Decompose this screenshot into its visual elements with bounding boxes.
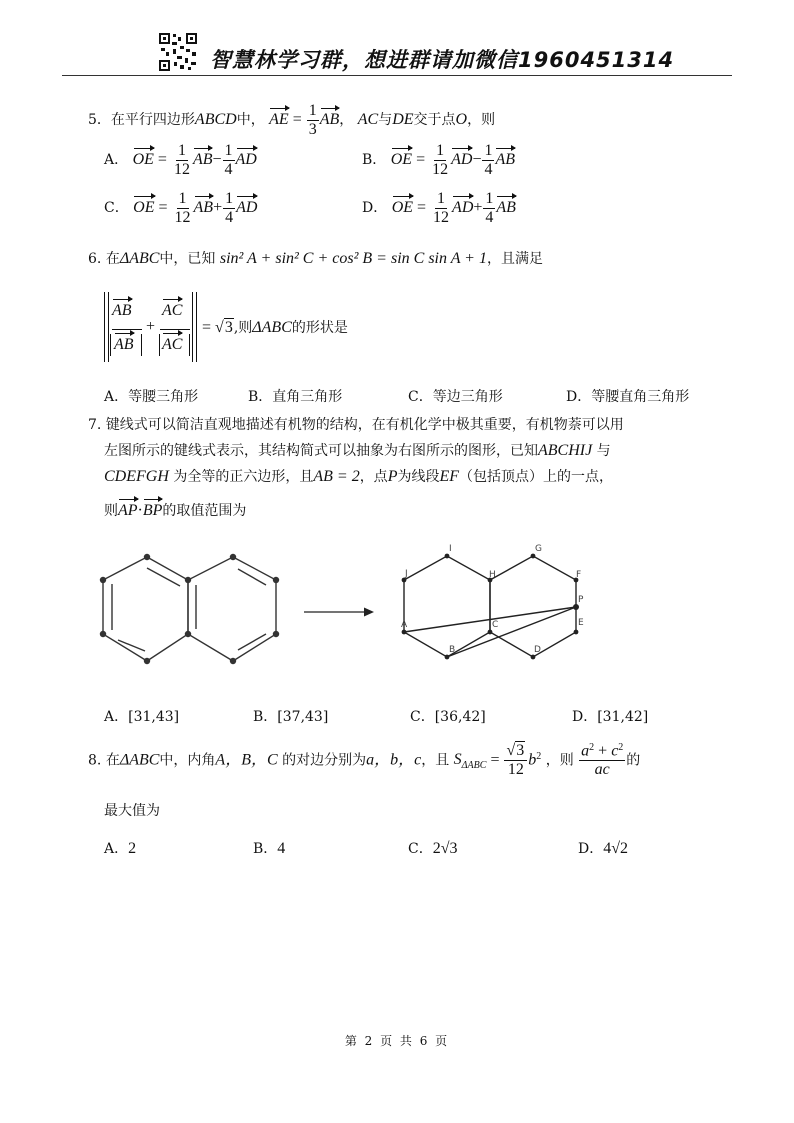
question-8-stem: 8. 在ΔABC中，内角A，B，C 的对边分别为a，b，c，且 $S_{\Delta ABC}$ = $\frac{√3}{12}$ $b^2$ ，则 $\frac{a^2 + c^2}{ac}$ 的: [88, 742, 641, 779]
question-8-line-2: 最大值为: [104, 803, 160, 819]
question-7-line-2: 左图所示的键线式表示，其结构简式可以抽象为右图所示的图形，已知ABCHIJ 与: [104, 442, 611, 459]
question-7-line-1: 7. 键线式可以简洁直观地描述有机物的结构，在有机化学中极其重要，有机物萘可以用: [88, 417, 624, 433]
header-banner: 智慧林学习群，想进群请加微信1960451314: [210, 48, 675, 72]
question-7-line-4: 则AP·BP的取值范围为: [104, 502, 247, 519]
header-divider: [62, 75, 732, 76]
q5-option-b[interactable]: B． OE = $\frac{1}{12}$ AD− $\frac{1}{4}$ AB: [362, 142, 516, 178]
q7-option-b[interactable]: B．[37,43]: [253, 709, 329, 725]
page-number: 第 2 页 共 6 页: [344, 1034, 450, 1048]
label-p: P: [578, 595, 584, 605]
label-c: C: [492, 620, 499, 630]
right-arrow-icon: [300, 604, 376, 620]
q6-option-d[interactable]: D．等腰直角三角形: [566, 389, 690, 405]
label-d: D: [534, 645, 541, 655]
q7-option-d[interactable]: D．[31,42]: [572, 709, 649, 725]
question-5-stem: 5．在平行四边形ABCD中， AE = $\frac{1}{3}$ AB， AC与DE交于点O，则: [88, 102, 496, 138]
q5-option-d[interactable]: D． OE = $\frac{1}{12}$ AD+ $\frac{1}{4}$ AB: [362, 190, 516, 226]
q5-option-a[interactable]: A． OE = $\frac{1}{12}$ AB− $\frac{1}{4}$ AD: [104, 142, 257, 178]
label-b: B: [449, 645, 456, 655]
label-h: H: [489, 570, 496, 580]
label-f: F: [576, 570, 582, 580]
question-number: 5．: [88, 112, 111, 129]
naphthalene-structure-figure: [92, 548, 292, 668]
hexagon-diagram: [396, 538, 592, 664]
label-a: A: [401, 620, 408, 630]
q8-option-d[interactable]: D．4√2: [578, 840, 629, 857]
q7-option-c[interactable]: C．[36,42]: [410, 709, 486, 725]
q7-option-a[interactable]: A．[31,43]: [104, 709, 180, 725]
q8-option-b[interactable]: B．4: [253, 840, 286, 857]
q6-option-a[interactable]: A．等腰三角形: [104, 389, 199, 405]
label-j: J: [405, 569, 408, 579]
q6-option-c[interactable]: C．等边三角形: [408, 389, 503, 405]
q8-option-c[interactable]: C．2√3: [408, 840, 458, 857]
label-i: I: [449, 544, 452, 554]
qr-code-icon: [158, 32, 198, 72]
question-6-stem: 6. 在ΔABC中，已知 sin² A + sin² C + cos² B = sin C sin A + 1，且满足: [88, 250, 543, 267]
question-7-line-3: CDEFGH 为全等的正六边形，且AB = 2，点P为线段EF（包括顶点）上的一点，: [104, 468, 614, 485]
q6-option-b[interactable]: B．直角三角形: [248, 389, 343, 405]
label-g: G: [535, 544, 542, 554]
q8-option-a[interactable]: A．2: [104, 840, 137, 857]
label-e: E: [578, 618, 584, 628]
q5-option-c[interactable]: C． OE = $\frac{1}{12}$ AB+ $\frac{1}{4}$ AD: [104, 190, 258, 226]
